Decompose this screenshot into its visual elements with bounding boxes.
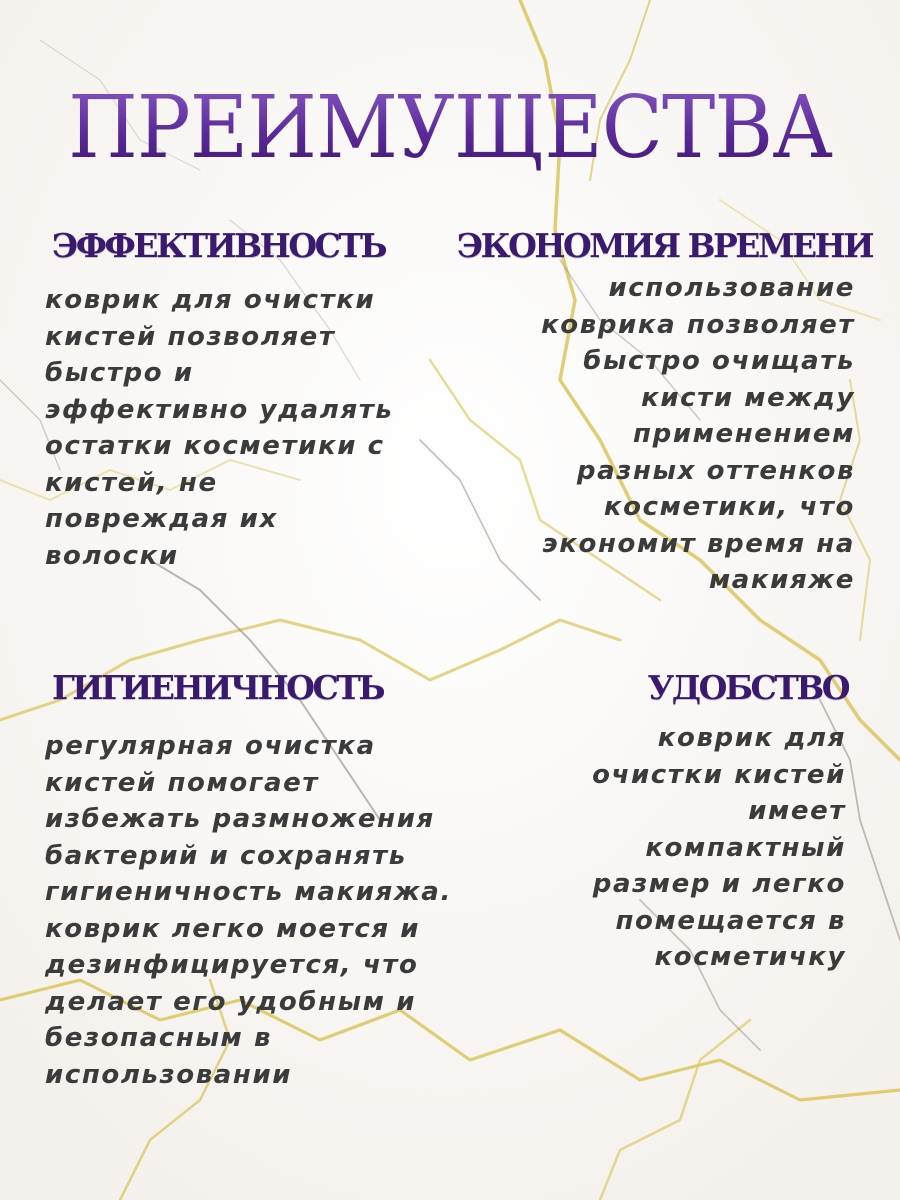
text-effectiveness: коврик для очистки кистей позволяет быстро и эффективно удалять остатки косметики с кистей, не повреждая их волоски [45, 285, 394, 571]
text-convenience: коврик для очистки кистей имеет компактный размер и легко помещается в косметичку [592, 723, 846, 972]
page-title: ПРЕИМУЩЕСТВА [32, 78, 869, 178]
text-hygiene: регулярная очистка кистей помогает избежать размножения бактерий и сохранять гигиеничность макияжа. коврик легко моется и дезинфицируется, что делает его удобным и безопасным в использовании [45, 731, 452, 1090]
heading-effectiveness: ЭФФЕКТИВНОСТЬ [52, 226, 386, 265]
text-time-saving: использование коврика позволяет быстро очищать кисти между применением разных оттенков косметики, что экономит время на макияже [541, 273, 855, 595]
heading-convenience: УДОБСТВО [647, 668, 848, 707]
heading-hygiene: ГИГИЕНИЧНОСТЬ [52, 668, 384, 707]
heading-time-saving: ЭКОНОМИЯ ВРЕМЕНИ [456, 226, 872, 265]
